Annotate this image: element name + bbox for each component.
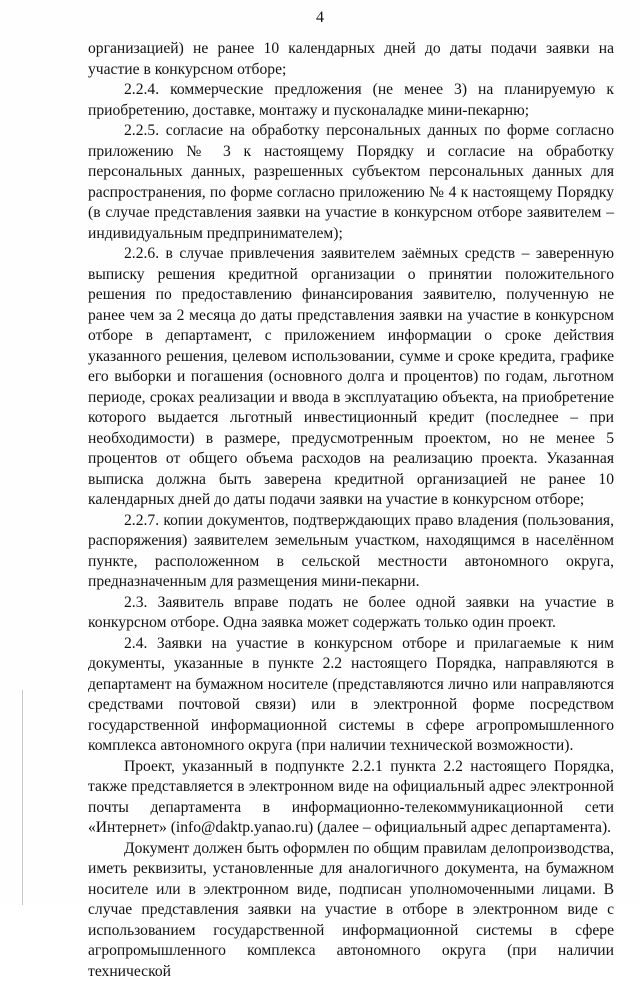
paragraph-continuation: организацией) не ранее 10 календарных дней до даты подачи заявки на участие в конкурсном отборе;: [88, 39, 614, 80]
paragraph-2-4: 2.4. Заявки на участие в конкурсном отборе и прилагаемые к ним документы, указанные в пункте 2.2 настоящего Порядка, направляются в департамент на бумажном носителе (представляются лично или направляются средствами почтовой связи) или в электронной форме посредством государственной информационной системы в сфере агропромышленного комплекса автономного округа (при наличии технической возможности).: [88, 634, 614, 757]
paragraph-2-2-5: 2.2.5. согласие на обработку персональных данных по форме согласно приложению № 3 к настоящему Порядку и согласие на обработку персональных данных, разрешенных субъектом персональных данных для распространения, по форме согласно приложению № 4 к настоящему Порядку (в случае представления заявки на участие в конкурсном отборе заявителем – индивидуальным предпринимателем);: [88, 121, 614, 244]
paragraph-2-3: 2.3. Заявитель вправе подать не более одной заявки на участие в конкурсном отборе. Одна заявка может содержать только один проект.: [88, 593, 614, 634]
scan-edge-line: [22, 690, 23, 905]
paragraph-2-2-7: 2.2.7. копии документов, подтверждающих право владения (пользования, распоряжения) заявителем земельным участком, находящимся в населённом пункте, расположенном в сельской местности автономного округа, предназначенным для размещения мини-пекарни.: [88, 511, 614, 593]
page-number: 4: [0, 8, 640, 28]
paragraph-document-requirements: Документ должен быть оформлен по общим правилам делопроизводства, иметь реквизиты, установленные для аналогичного документа, на бумажном носителе или в электронном виде, подписан уполномоченными лицами. В случае представления заявки на участие в отборе в электронном виде с использованием государственной информационной системы в сфере агропромышленного комплекса автономного округа (при наличии технической: [88, 839, 614, 982]
document-body: [88, 39, 614, 982]
paragraph-2-2-4: 2.2.4. коммерческие предложения (не менее 3) на планируемую к приобретению, доставке, монтажу и пусконаладке мини-пекарню;: [88, 80, 614, 121]
paragraph-2-2-6: 2.2.6. в случае привлечения заявителем заёмных средств – заверенную выписку решения кредитной организации о принятии положительного решения по предоставлению финансирования заявителю, полученную не ранее чем за 2 месяца до даты представления заявки на участие в конкурсном отборе в департамент, с приложением информации о сроке действия указанного решения, целевом использовании, сумме и сроке кредита, графике его выборки и погашения (основного долга и процентов) по годам, льготном периоде, сроках реализации и ввода в эксплуатацию объекта, на приобретение которого выдается льготный инвестиционный кредит (последнее – при необходимости) в размере, предусмотренным проектом, но не менее 5 процентов от общего объема расходов на реализацию проекта. Указанная выписка должна быть заверена кредитной организацией не ранее 10 календарных дней до даты подачи заявки на участие в конкурсном отборе;: [88, 244, 614, 511]
paragraph-project-electronic: Проект, указанный в подпункте 2.2.1 пункта 2.2 настоящего Порядка, также представляется в электронном виде на официальный адрес электронной почты департамента в информационно-телекоммуникационной сети «Интернет» (info@daktp.yanao.ru) (далее – официальный адрес департамента).: [88, 757, 614, 839]
